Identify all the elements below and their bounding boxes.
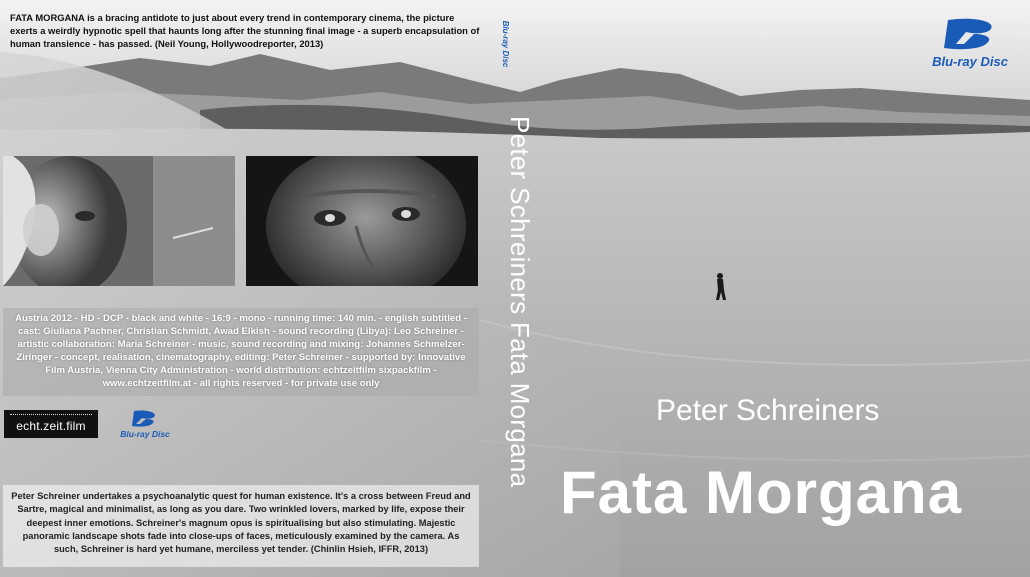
echtzeitfilm-logo: echt.zeit.film: [4, 410, 98, 438]
bluray-logo-spine-text: Blu-ray Disc: [501, 20, 510, 68]
front-title: Fata Morgana: [560, 459, 963, 526]
front-subtitle: Peter Schreiners: [656, 394, 880, 427]
bluray-logo-spine: [496, 20, 518, 68]
woman-face-photo: [3, 156, 235, 286]
review-text: Peter Schreiner undertakes a psychoanalytic quest for human existence. It's a cross between Freud and Sartre, magical and minimalist, as long as you dare. Two wrinkled lovers, marked by life, expose their deepest inner emotions. Schreiner's magnum opus is spiritualising but also stimulating. Majestic panoramic landscape shots fade into close-ups of faces, meticulously examined by the camera. As such, Schreiner is hard yet humane, merciless yet tender.: [11, 491, 471, 555]
still-image-man: [246, 156, 478, 286]
credits-block: Austria 2012 - HD - DCP - black and white - 16:9 - mono - running time: 140 min. - english subtitled - cast: Giuliana Pachner, Christian Schmidt, Awad Elkish - sound recording (Libya): Leo Schreiner - artistic collaboration: Maria Schreiner - music, sound recording and mixing: Johannes Schmelzer-Ziringer - concept, realisation, cinematography, editing: Peter Schreiner - supported by: Innovative Film Austria, Vienna City Administration - world distribution: echtzeitfilm sixpackfilm - www.echtzeitfilm.at - all rights reserved - for private use only: [3, 308, 479, 396]
back-quote-source: (Neil Young, Hollywoodreporter, 2013): [154, 38, 324, 49]
spine-title: Peter Schreiners Fata Morgana: [505, 116, 535, 488]
review-source: (Chinlin Hsieh, IFFR, 2013): [310, 544, 429, 555]
bluray-logo-small: [116, 408, 174, 440]
walking-figure: [712, 272, 730, 302]
bluray-logo-front-text: Blu-ray Disc: [932, 54, 1008, 69]
bluray-logo-small-text: Blu-ray Disc: [120, 429, 170, 439]
review-block: [3, 485, 479, 567]
man-face-photo: [246, 156, 478, 286]
bluray-logo-front: [918, 14, 1020, 72]
back-quote: [10, 11, 480, 50]
still-image-woman: [3, 156, 235, 286]
back-quote-text: FATA MORGANA is a bracing antidote to just about every trend in contemporary cinema, the picture exerts a weirdly hypnotic spell that haunts long after the stunning final image - a superb encapsulation of human transience - has passed.: [10, 12, 480, 49]
